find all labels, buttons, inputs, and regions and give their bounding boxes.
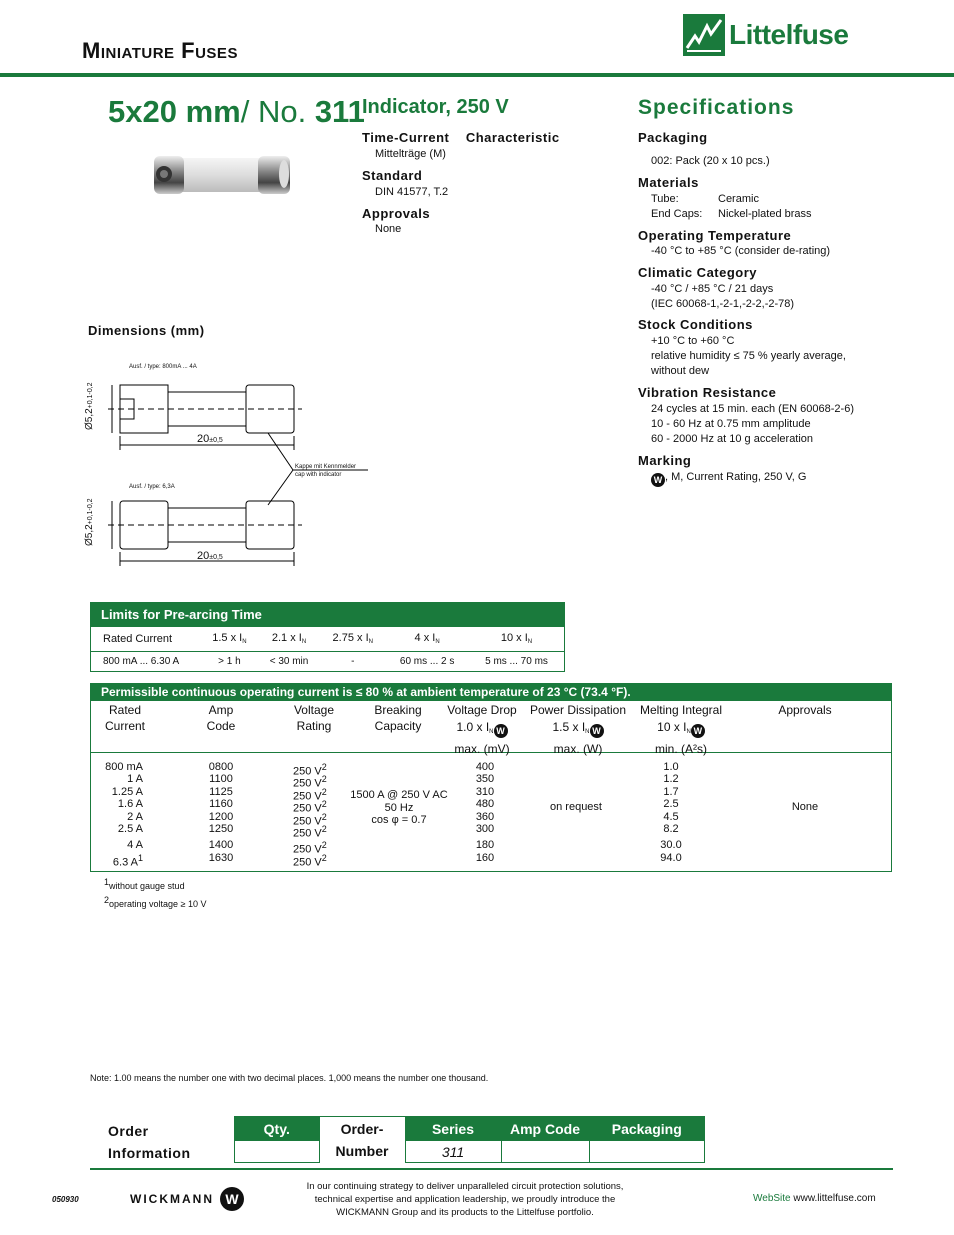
col-rated [95,761,143,869]
cell-text: 4.5 [663,810,679,823]
table-cell [651,839,691,851]
order-number-line: Number [335,1143,389,1159]
caps-value: Nickel-plated brass [718,208,812,220]
h-melt [631,702,731,758]
ratings-table [90,683,892,872]
footnote-mark: 2 [321,852,327,863]
h-rated [97,702,153,734]
h-text: Capacity [374,719,422,733]
cell-text: 1.6 A [117,798,143,811]
cell-text: 1.25 A [111,785,143,798]
limits-cell [469,627,564,651]
col-pdiss: on request [550,801,602,813]
cell-text: 250 V [293,856,322,869]
dim-callout-en: cap with indicator [295,472,342,478]
cell-text: 30.0 [660,839,682,852]
cell-text: 250 V [293,802,322,815]
table-cell [293,811,341,828]
cell-text: 2.5 A [117,822,143,835]
order-header-row [235,1117,704,1141]
climatic-line-2: (IEC 60068-1,-2-1,-2-2,-2-78) [651,298,795,310]
col-amp [201,761,241,864]
cell-text: 800 mA [105,761,143,773]
vibration-line-3: 60 - 2000 Hz at 10 g acceleration [651,433,814,445]
limits-cell: 60 ms ... 2 s [399,655,455,667]
wickmann-logo [130,1187,244,1211]
order-heading [108,1120,191,1164]
subscript-n: N [301,639,307,646]
footnote-mark: 2 [321,823,327,834]
table-cell [201,852,241,864]
table-cell [201,839,241,851]
footnote-mark: 2 [321,774,327,785]
order-table [234,1116,705,1163]
subscript-n: N [585,729,590,735]
footer-text [270,1180,660,1219]
order-packaging-cell[interactable] [589,1141,704,1163]
subscript-n: N [435,639,440,646]
limits-cell [258,627,321,651]
stock-heading: Stock Conditions [638,317,753,332]
cell-text: 94.0 [660,851,682,864]
col-voltage [293,761,341,869]
website-url[interactable]: www.littelfuse.com [793,1193,876,1204]
footnote-2 [104,893,207,911]
table-cell [201,786,241,798]
order-label-1: Order [108,1123,149,1139]
marking-text: , M, Current Rating, 250 V, G [665,471,807,483]
table-cell [201,798,241,810]
limits-header-row [91,627,564,651]
limits-cell: < 30 min [269,655,309,667]
cell-text: 2 A [127,810,143,823]
limits-cell: 5 ms ... 70 ms [485,655,548,667]
footnote-mark: 2 [321,762,327,772]
footer-line: WICKMANN Group and its products to the Littelfuse portfolio. [336,1207,594,1218]
tube-label: Tube: [651,193,679,205]
table-cell [651,823,691,835]
marking-heading: Marking [638,453,692,468]
table-cell [651,798,691,810]
dim-callout [295,463,356,479]
limits-cell: - [351,655,355,667]
fuse-photo [148,152,298,198]
limits-factor: 2.75 x I [332,632,369,645]
dim-length-text: 20 [197,550,210,562]
table-cell [467,839,503,851]
cell-text: 310 [475,785,495,798]
table-cell [293,773,341,791]
cell-text: 6.3 A [112,856,138,869]
tube-value: Ceramic [718,193,759,205]
dim-tol-plus: +0,1 [87,510,94,525]
vibration-heading: Vibration Resistance [638,385,777,400]
vibration-line-1: 24 cycles at 15 min. each (EN 60068-2-6) [651,403,854,415]
footnote-text: operating voltage ≥ 10 V [109,899,207,909]
footer-rule [90,1168,893,1170]
footnote-1 [104,875,207,893]
website-label: WebSite [753,1193,791,1204]
indicator-title: Indicator, 250 V [362,96,509,118]
materials-heading: Materials [638,175,699,190]
h-text: max. (mV) [454,742,510,756]
footnotes [104,875,207,911]
model-title [108,94,365,130]
ratings-title: Permissible continuous operating current is ≤ 80 % at ambient temperature of 23 °C (73.4 °F). [91,684,891,701]
table-cell [293,852,341,869]
approvals-heading: Approvals [362,206,431,221]
cell-text: 1630 [208,851,234,864]
cell-text: 2.5 [663,798,679,811]
marking-value [651,470,806,487]
h-text: Rating [296,719,332,733]
table-cell [651,811,691,823]
stock-line-3: without dew [651,365,710,377]
dim-tol-plus: +0,1 [87,394,94,409]
h-voltage [281,702,347,734]
page-title: Miniature Fuses [82,38,238,63]
order-label-2: Information [108,1145,191,1161]
cell-text: 1250 [208,822,234,835]
cell-text: 0800 [208,761,234,773]
h-pdiss [523,702,633,758]
dim-diameter-top [84,382,95,430]
cell-text: 300 [475,822,495,835]
cell-text: 250 V [293,827,322,840]
table-cell [201,823,241,835]
cell-text: 1.7 [663,785,679,798]
dim-type-bottom: Ausf. / type: 6,3A [129,484,175,490]
standard-heading: Standard [362,168,423,183]
cell-text: 180 [475,839,495,852]
limits-factor: 10 x I [500,632,528,645]
table-cell [95,823,143,835]
h-text: Voltage Drop [447,703,517,717]
order-packaging-header: Packaging [589,1117,704,1141]
cell-text: 1 A [127,773,143,786]
dim-length-tol: ±0,5 [209,437,223,444]
wickmann-mark-icon: W [590,724,604,738]
dim-length-bottom [197,550,223,562]
footnote-mark: 2 [321,811,327,822]
col-approvals: None [791,801,819,813]
table-cell [293,823,341,840]
table-cell [95,839,143,851]
h-breaking [363,702,433,734]
footnote-mark: 2 [104,895,110,905]
stock-line-2: relative humidity ≤ 75 % yearly average, [651,350,846,362]
cell-text: 480 [475,798,495,811]
breaking-line: cos φ = 0.7 [371,814,427,826]
model-sep: / No. [240,94,315,129]
table-cell [95,773,143,785]
time-current-heading [362,130,560,145]
wickmann-mark-icon: W [651,473,665,487]
subscript-n: N [489,729,494,735]
h-text: Melting Integral [639,703,723,717]
model-number: 311 [314,94,365,129]
dim-diameter-text: Ø5,2 [84,524,95,546]
limits-cell: > 1 h [218,655,241,667]
cell-text: 1100 [209,773,233,786]
table-cell [467,786,503,798]
cell-text: 360 [475,810,495,823]
h-text: max. (W) [553,742,603,756]
cell-text: 400 [475,761,495,773]
footer-line: technical expertise and application leadership, we proudly introduce the [314,1194,616,1205]
model-size: 5x20 mm [108,94,241,129]
h-text: Rated [108,703,142,717]
table-cell [651,773,691,785]
order-qty-header: Qty. [235,1117,319,1141]
limits-value-row [91,651,564,671]
limits-factor: 1.5 x I [212,632,243,645]
cell-text: 4 A [127,839,143,852]
climatic-heading: Climatic Category [638,265,758,280]
limits-table [90,602,565,672]
subscript-n: N [686,729,691,735]
cell-text: 1125 [209,785,233,798]
climatic-line-1: -40 °C / +85 °C / 21 days [651,283,774,295]
limits-cell: Rated Current [91,627,201,651]
table-cell [651,761,691,773]
order-series-cell: 311 [405,1141,501,1163]
footnote-mark: 2 [321,840,327,851]
vibration-line-2: 10 - 60 Hz at 0.75 mm amplitude [651,418,811,430]
col-vdrop [467,761,503,864]
table-cell [467,773,503,785]
cell-text: 250 V [293,765,322,778]
subscript-n: N [368,639,373,646]
ratings-header [91,701,891,756]
cell-text: 350 [475,773,495,786]
approvals-value: None [375,223,402,235]
dim-length-tol: ±0,5 [209,554,223,561]
website[interactable] [753,1193,876,1204]
dimensions-heading: Dimensions (mm) [88,323,205,338]
cell-text: 250 V [293,778,322,791]
h-text: 1.0 x I [456,720,490,734]
h-text: Breaking [374,703,422,717]
ratings-body [91,754,891,872]
subscript-n: N [527,639,533,646]
cell-text: 160 [475,851,495,864]
order-number-line: Order- [340,1121,384,1137]
time-current-value: Mittelträge (M) [375,148,446,160]
dim-type-top: Ausf. / type: 800mA ... 4A [129,364,197,370]
order-number-header [319,1117,405,1163]
table-cell [467,811,503,823]
cell-text: 250 V [293,844,322,856]
limits-cell [320,627,385,651]
order-value-row [235,1141,704,1163]
dim-callout-de: Kappe mit Kennmelder [295,464,357,470]
limits-factor: 4 x I [414,632,436,645]
h-vdrop [441,702,523,758]
footer-line: In our continuing strategy to deliver unparalleled circuit protection solutions, [306,1181,624,1192]
doc-code: 050930 [52,1195,79,1204]
h-text: Amp [208,703,234,717]
op-temp-value: -40 °C to +85 °C (consider de-rating) [651,245,831,257]
h-text: 1.5 x I [552,720,586,734]
table-cell [201,773,241,785]
footnote-mark: 1 [137,852,143,863]
table-cell [467,798,503,810]
packaging-heading: Packaging [638,130,708,145]
cell-text: 250 V [293,815,322,828]
cell-text: 1400 [208,839,234,852]
breaking-line: 1500 A @ 250 V AC [350,789,448,801]
col-melt [651,761,691,864]
dim-length-top [197,433,223,445]
dim-tol-minus: -0,2 [87,498,94,511]
table-cell [293,839,341,856]
table-cell [293,786,341,803]
h-text: Voltage [293,703,335,717]
order-amp-cell[interactable] [501,1141,589,1163]
cell-text: 1200 [208,810,234,823]
col-breaking [339,789,459,827]
table-cell [95,761,143,773]
op-temp-heading: Operating Temperature [638,228,792,243]
wickmann-wordmark: WICKMANN [130,1192,214,1206]
footnote-text: without gauge stud [109,881,185,891]
table-cell [467,761,503,773]
dim-tol-minus: -0,2 [87,382,94,395]
cell-text: 1160 [209,798,233,811]
wickmann-mark-icon: W [691,724,705,738]
header-rule [0,73,954,77]
h-text: Current [104,719,145,733]
limits-cell [385,627,469,651]
table-cell [467,852,503,864]
stock-line-1: +10 °C to +60 °C [651,335,735,347]
order-series-header: Series [405,1117,501,1141]
breaking-line: 50 Hz [384,801,414,814]
table-cell [95,798,143,810]
logo-wordmark: Littelfuse [729,19,849,50]
dim-diameter-bottom [84,498,95,546]
table-cell [651,786,691,798]
table-cell [467,823,503,835]
dim-diameter-text: Ø5,2 [84,408,95,430]
limits-cell: 800 mA ... 6.30 A [103,655,180,667]
littelfuse-logo [683,14,858,56]
specifications-title: Specifications [638,96,795,119]
cell-text: 1.0 [663,761,679,773]
order-amp-header: Amp Code [501,1117,589,1141]
footnote-mark: 1 [104,877,110,887]
h-approvals: Approvals [778,703,832,717]
limits-cell [201,627,258,651]
limits-factor: 2.1 x I [271,632,302,645]
time-current-label: Time-Current [362,130,450,145]
dim-length-text: 20 [197,433,210,445]
h-text: min. (A²s) [655,742,707,756]
cell-text: 1.2 [663,773,679,786]
limits-title: Limits for Pre-arcing Time [91,603,564,627]
h-amp [191,702,251,734]
table-cell [201,811,241,823]
littelfuse-logo-icon [683,14,725,56]
footnote-mark: 2 [321,799,327,810]
footnote-mark: 2 [321,786,327,797]
table-cell [293,798,341,815]
packaging-value: 002: Pack (20 x 10 pcs.) [651,155,770,167]
table-cell [95,852,143,869]
table-cell [95,811,143,823]
wickmann-logo-icon: W [220,1187,244,1211]
table-cell [201,761,241,773]
cell-text: 8.2 [663,822,679,835]
table-cell [95,786,143,798]
standard-value: DIN 41577, T.2 [375,186,449,198]
wickmann-mark-icon: W [494,724,508,738]
note: Note: 1.00 means the number one with two decimal places. 1,000 means the number one thousand. [90,1073,489,1083]
cell-text: 250 V [293,790,322,803]
order-qty-cell[interactable] [235,1141,319,1163]
h-text: Power Dissipation [529,703,627,717]
table-cell [293,761,341,778]
table-cell [651,852,691,864]
subscript-n: N [242,639,247,646]
characteristic-label: Characteristic [465,130,560,145]
caps-label: End Caps: [651,208,703,220]
h-text: Code [206,719,236,733]
h-text: 10 x I [657,720,687,734]
